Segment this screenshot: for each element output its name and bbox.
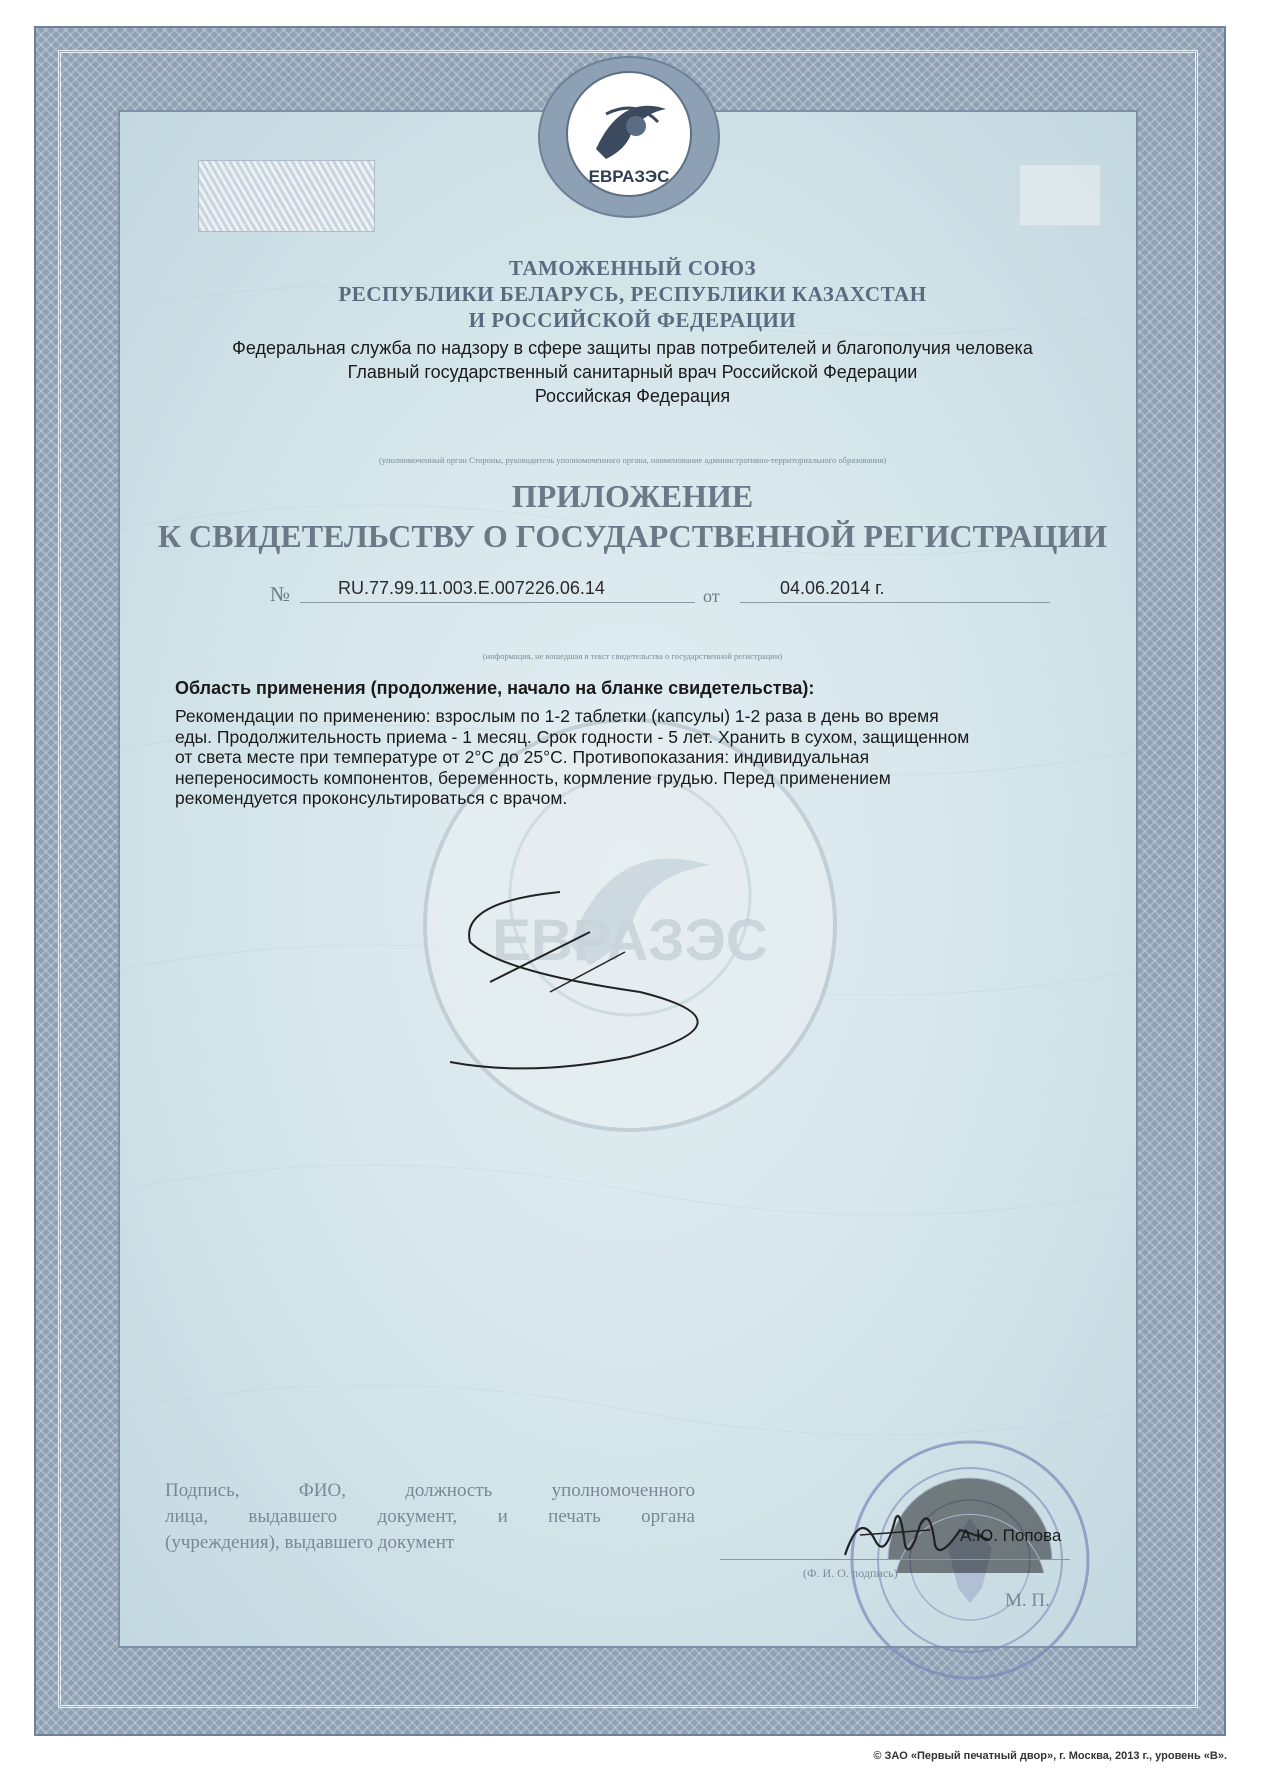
signature-note [165, 1478, 695, 1556]
emblem-label: ЕВРАЗЭС [588, 167, 670, 186]
hologram-right [1020, 165, 1100, 225]
date-underline [740, 602, 1050, 603]
registration-date: 04.06.2014 г. [780, 578, 885, 598]
scope-line-3: от света месте при температуре от 2°С до 25°С. Противопоказания: индивидуальная [175, 747, 870, 767]
registration-number: RU.77.99.11.003.E.007226.06.14 [338, 578, 605, 598]
scope-line-1: Рекомендации по применению: взрослым по 1-2 таблетки (капсулы) 1-2 раза в день во время [175, 706, 939, 726]
date-label: от [703, 586, 720, 606]
agency-line-3: Российская Федерация [534, 386, 731, 406]
mp-label: М. П. [1005, 1590, 1050, 1611]
number-label: № [270, 582, 291, 606]
union-line-3: И РОССИЙСКОЙ ФЕДЕРАЦИИ [468, 308, 797, 332]
signature-underline [720, 1559, 1070, 1560]
info-note: (информация, не вошедшая в текст свидетельства о государственной регистрации) [482, 651, 783, 661]
scope-line-5: рекомендуется проконсультироваться с врачом. [175, 788, 568, 808]
printer-note: © ЗАО «Первый печатный двор», г. Москва, 2013 г., уровень «В». [873, 1750, 1227, 1762]
agency-line-1: Федеральная служба по надзору в сфере защиты прав потребителей и благополучия человека [232, 338, 1033, 358]
union-line-1: ТАМОЖЕННЫЙ СОЮЗ [508, 256, 757, 280]
scope-line-4: непереносимость компонентов, беременность, кормление грудью. Перед применением [175, 767, 891, 788]
signer-name: А.Ю. Попова [960, 1526, 1062, 1545]
authority-note: (уполномоченный орган Стороны, руководитель уполномоченного органа, наименование административно-территориального образования) [378, 455, 887, 465]
hologram-sticker [198, 160, 375, 232]
signature-note-line-2: лица, выдавшего документ, и печать органа [165, 1506, 695, 1527]
agency-line-2: Главный государственный санитарный врач Российской Федерации [347, 362, 918, 382]
union-line-2: РЕСПУБЛИКИ БЕЛАРУСЬ, РЕСПУБЛИКИ КАЗАХСТАН [338, 282, 927, 306]
scope-text [175, 706, 1110, 809]
title-line-2: К СВИДЕТЕЛЬСТВУ О ГОСУДАРСТВЕННОЙ РЕГИСТРАЦИИ [157, 518, 1108, 554]
watermark-label: ЕВРАЗЭС [492, 908, 768, 973]
signature-note-line-1: Подпись, ФИО, должность уполномоченного [165, 1480, 695, 1501]
number-underline [300, 602, 695, 603]
signature-note-line-3: (учреждения), выдавшего документ [165, 1532, 455, 1553]
evrazes-emblem [536, 54, 722, 220]
scope-line-2: еды. Продолжительность приема - 1 месяц. Срок годности - 5 лет. Хранить в сухом, защищенном [175, 726, 970, 747]
pen-signature [440, 882, 760, 1082]
scope-title: Область применения (продолжение, начало на бланке свидетельства): [175, 678, 815, 698]
title-line-1: ПРИЛОЖЕНИЕ [511, 478, 754, 514]
fio-label: (Ф. И. О. подпись) [803, 1566, 898, 1580]
